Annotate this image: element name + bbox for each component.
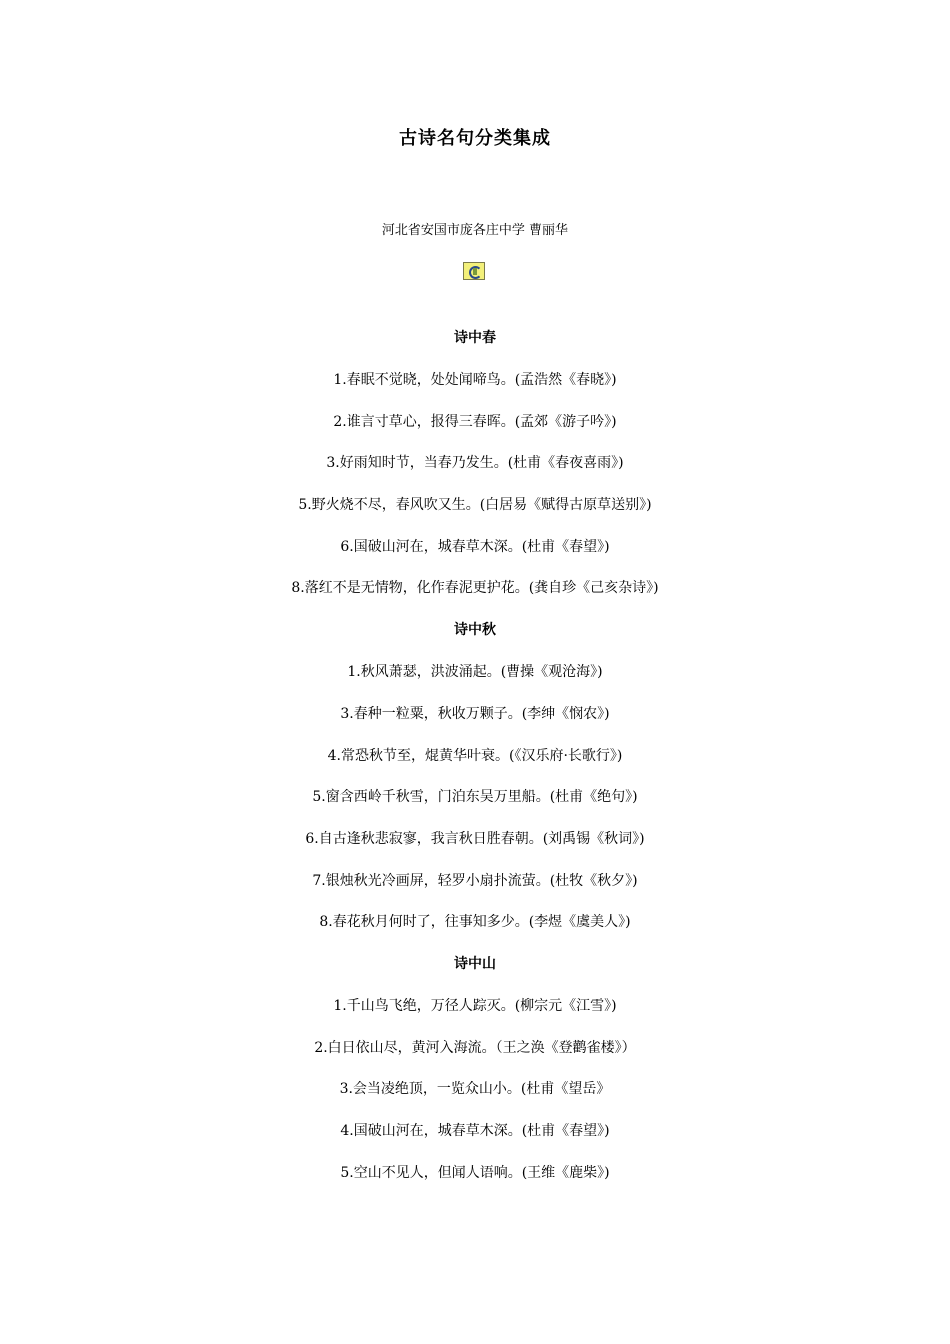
document-title: 古诗名句分类集成 [399, 128, 551, 149]
poem-line: 4.国破山河在，城春草木深。(杜甫《春望》) [340, 1123, 610, 1139]
poem-line: 5.空山不见人，但闻人语响。(王维《鹿柴》) [340, 1164, 610, 1181]
poem-line: 1.千山鸟飞绝，万径人踪灭。(柳宗元《江雪》) [333, 997, 617, 1014]
poem-line: 3.春种一粒粟，秋收万颗子。(李绅《悯农》) [340, 705, 610, 722]
poem-line: 5.窗含西岭千秋雪，门泊东吴万里船。(杜甫《绝句》) [312, 789, 638, 806]
document-object-icon[interactable] [463, 262, 485, 280]
poem-sections [0, 328, 950, 1204]
poem-line: 1.春眠不觉晓，处处闻啼鸟。(孟浩然《春晓》) [333, 372, 617, 388]
poem-line: 5.野火烧不尽，春风吹又生。(白居易《赋得古原草送别》) [298, 497, 652, 514]
section-mountain [0, 954, 950, 1204]
poem-line: 7.银烛秋光冷画屏，轻罗小扇扑流萤。(杜牧《秋夕》) [312, 872, 638, 889]
poem-line: 4.常恐秋节至，焜黄华叶衰。(《汉乐府·长歌行》) [327, 747, 623, 764]
poem-line: 1.秋风萧瑟，洪波涌起。(曹操《观沧海》) [347, 664, 603, 681]
poem-line: 3.会当凌绝顶，一览众山小。(杜甫《望岳》 [339, 1081, 611, 1098]
poem-line: 6.自古逢秋悲寂寥，我言秋日胜春朝。(刘禹锡《秋词》) [305, 830, 645, 847]
poem-line: 2.白日依山尽，黄河入海流。（王之涣《登鹳雀楼》） [314, 1039, 636, 1056]
section-spring [0, 328, 950, 620]
poem-line: 8.春花秋月何时了，往事知多少。(李煜《虞美人》) [319, 914, 631, 931]
poem-line: 2.谁言寸草心，报得三春晖。(孟郊《游子吟》) [333, 413, 617, 430]
section-heading: 诗中山 [454, 955, 496, 972]
section-heading: 诗中春 [454, 330, 496, 346]
section-heading: 诗中秋 [454, 622, 496, 639]
author-line: 河北省安国市庞各庄中学 曹丽华 [381, 223, 569, 238]
poem-line: 6.国破山河在，城春草木深。(杜甫《春望》) [340, 538, 610, 555]
section-autumn [0, 620, 950, 954]
poem-line: 3.好雨知时节，当春乃发生。(杜甫《春夜喜雨》) [326, 455, 624, 472]
poem-line: 8.落红不是无情物，化作春泥更护花。(龚自珍《己亥杂诗》) [291, 580, 659, 597]
